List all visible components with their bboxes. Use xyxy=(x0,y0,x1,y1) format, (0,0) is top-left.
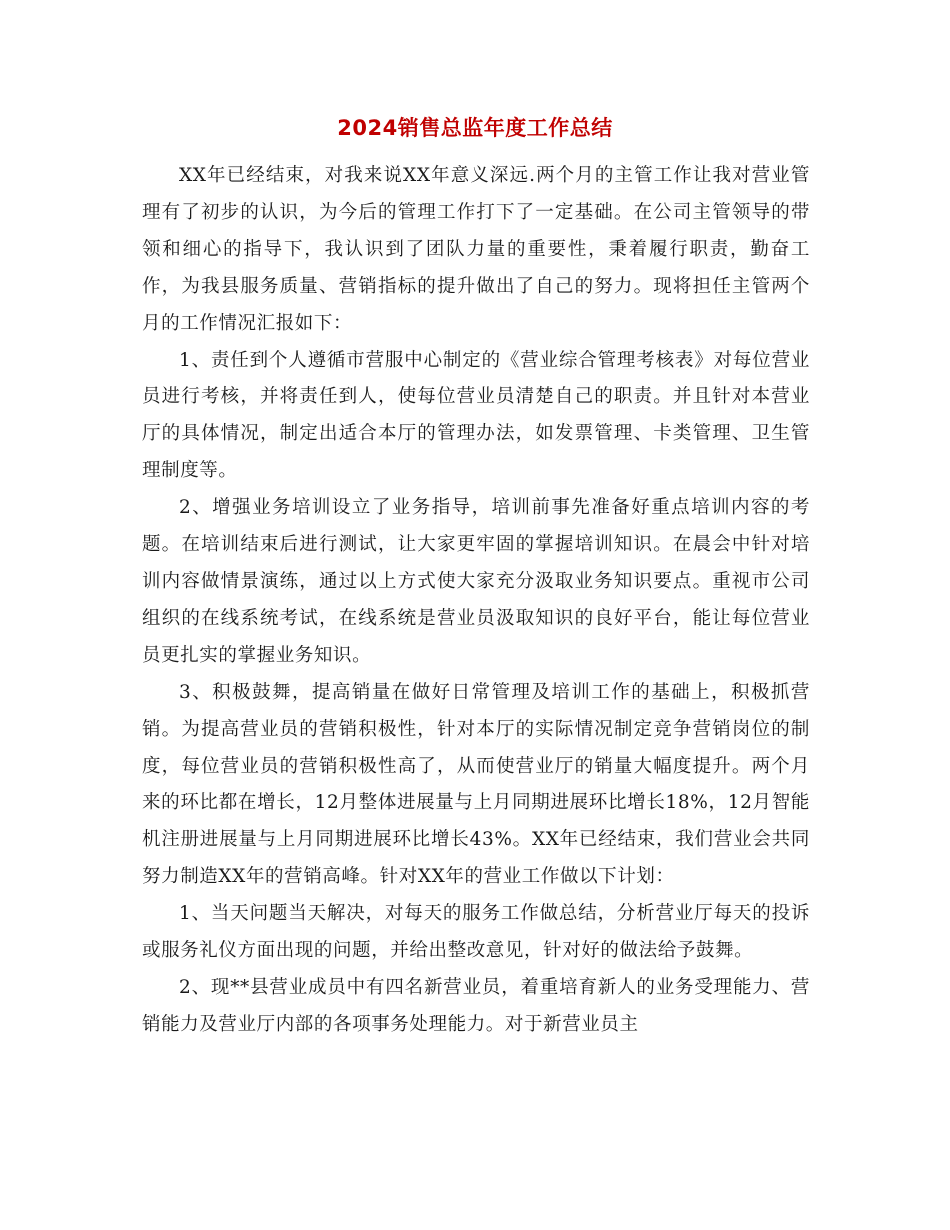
document-body xyxy=(142,158,810,1044)
paragraph-item-responsibility: 1、责任到个人遵循市营服中心制定的《营业综合管理考核表》对每位营业员进行考核，并将责任到人，使每位营业员清楚自己的职责。并且针对本营业厅的具体情况，制定出适合本厅的管理办法，如发票管理、卡类管理、卫生管理制度等。 xyxy=(142,349,810,482)
paragraph-plan-newstaff: 2、现**县营业成员中有四名新营业员，着重培育新人的业务受理能力、营销能力及营业厅内部的各项事务处理能力。对于新营业员主 xyxy=(142,976,810,1035)
paragraph-item-training: 2、增强业务培训设立了业务指导，培训前事先准备好重点培训内容的考题。在培训结束后进行测试，让大家更牢固的掌握培训知识。在晨会中针对培训内容做情景演练，通过以上方式使大家充分汲取业务知识要点。重视市公司组织的在线系统考试，在线系统是营业员汲取知识的良好平台，能让每位营业员更扎实的掌握业务知识。 xyxy=(142,497,810,666)
paragraph-plan-daily: 1、当天问题当天解决，对每天的服务工作做总结，分析营业厅每天的投诉或服务礼仪方面出现的问题，并给出整改意见，针对好的做法给予鼓舞。 xyxy=(142,903,810,962)
document-title: 2024销售总监年度工作总结 xyxy=(337,116,613,140)
paragraph-item-sales: 3、积极鼓舞，提高销量在做好日常管理及培训工作的基础上，积极抓营销。为提高营业员的营销积极性，针对本厅的实际情况制定竞争营销岗位的制度，每位营业员的营销积极性高了，从而使营业厅的销量大幅度提升。两个月来的环比都在增长，12月整体进展量与上月同期进展环比增长18%，12月智能机注册进展量与上月同期进展环比增长43%。XX年已经结束，我们营业会共同努力制造XX年的营销高峰。针对XX年的营业工作做以下计划： xyxy=(142,681,810,888)
paragraph-intro: XX年已经结束，对我来说XX年意义深远.两个月的主管工作让我对营业管理有了初步的认识，为今后的管理工作打下了一定基础。在公司主管领导的带领和细心的指导下，我认识到了团队力量的重要性，秉着履行职责，勤奋工作，为我县服务质量、营销指标的提升做出了自己的努力。现将担任主管两个月的工作情况汇报如下： xyxy=(142,165,810,334)
